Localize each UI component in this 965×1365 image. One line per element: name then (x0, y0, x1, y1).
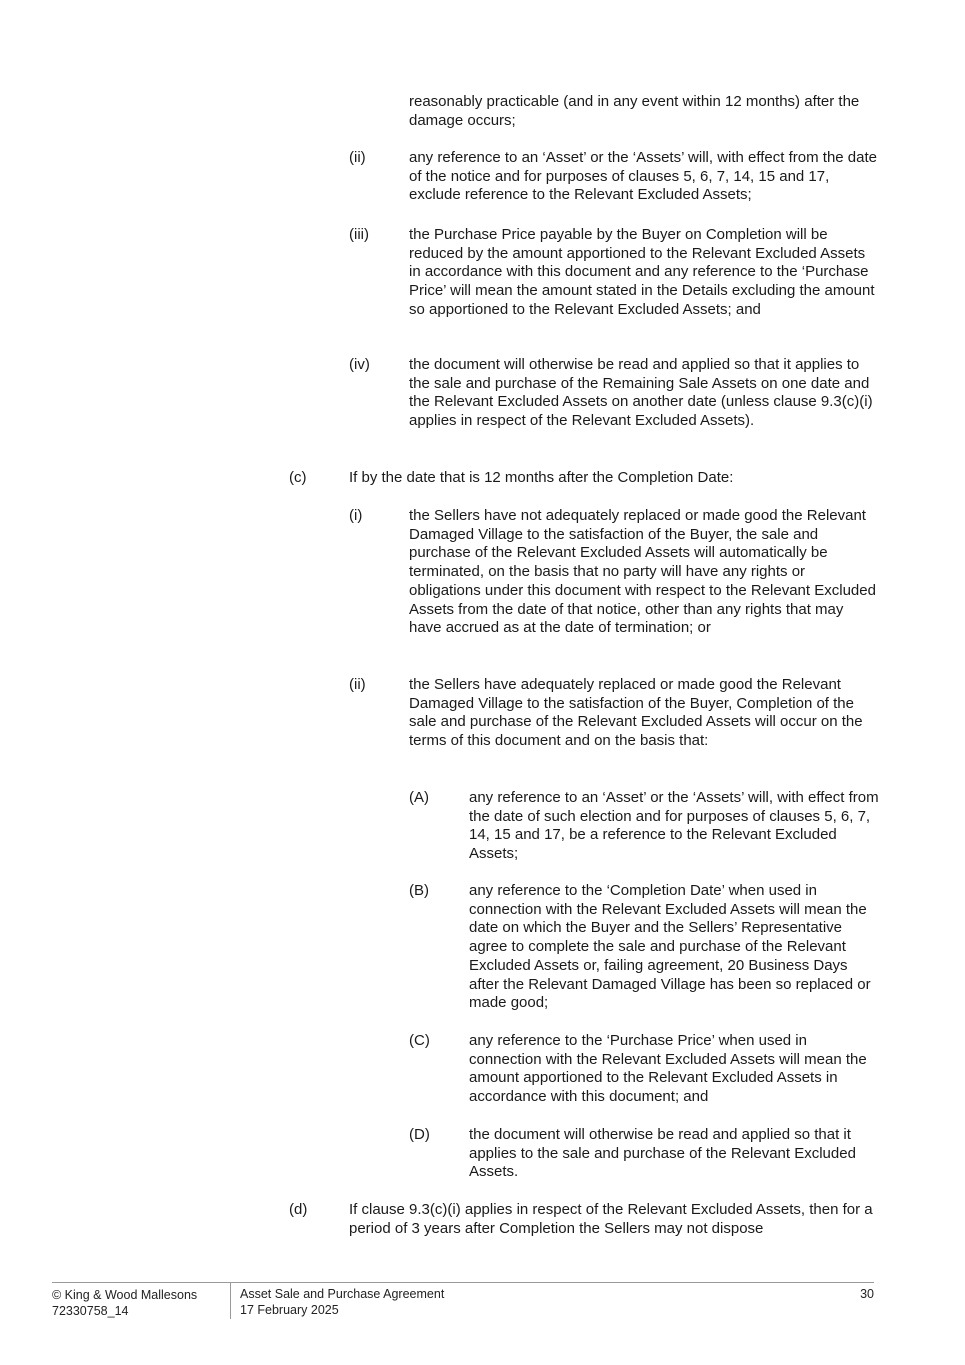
clause-b-iii-text: the Purchase Price payable by the Buyer on Completion will be reduced by the amount apportioned to the Relevant Excluded Assets in accordance with this document and any reference to the ‘Purchase Price’ will mean the amount stated in the Details excluding the amount so apportioned to the Relevant Excluded Assets; and (409, 226, 875, 318)
footer-doc-title: Asset Sale and Purchase Agreement (240, 1287, 445, 1301)
clause-b-ii-text: any reference to an ‘Asset’ or the ‘Assets’ will, with effect from the date of the notice and for purposes of clauses 5, 6, 7, 14, 15 and 17, exclude reference to the Relevant Excluded Assets; (409, 149, 877, 204)
footer-column-divider (230, 1283, 231, 1319)
clause-c-label: (c) (289, 469, 307, 486)
clause-d-text: If clause 9.3(c)(i) applies in respect of the Relevant Excluded Assets, then for a period of 3 years after Completion the Sellers may not dispose (349, 1201, 873, 1237)
clause-d-label: (d) (289, 1201, 308, 1218)
clause-c-ii-text: the Sellers have adequately replaced or made good the Relevant Damaged Village to the satisfaction of the Buyer, Completion of the sale and purchase of the Relevant Excluded Assets will occur on the terms of this document and on the basis that: (409, 676, 863, 750)
clause-B-text: any reference to the ‘Completion Date’ when used in connection with the Relevant Excluded Assets will mean the date on which the Buyer and the Sellers’ Representative agree to complete the sale and purchase of the Relevant Excluded Assets or, failing agreement, 20 Business Days after the Relevant Damaged Village has been so replaced or made good; (469, 882, 871, 1012)
clause-c-i-text: the Sellers have not adequately replaced or made good the Relevant Damaged Village to the satisfaction of the Buyer, the sale and purchase of the Relevant Excluded Assets will automatically be terminated, on the basis that no party will have any rights or obligations under this document with respect to the Relevant Excluded Assets from the date of that notice, other than any rights that may have accrued as at the date of termination; or (409, 507, 876, 637)
clause-b-iv-label: (iv) (349, 356, 370, 373)
clause-C-label: (C) (409, 1032, 430, 1049)
clause-b-ii-label: (ii) (349, 149, 366, 166)
clause-A-text: any reference to an ‘Asset’ or the ‘Assets’ will, with effect from the date of such election and for purposes of clauses 5, 6, 7, 14, 15 and 17, be a reference to the Relevant Excluded Assets; (469, 789, 879, 863)
footer-divider (52, 1282, 874, 1283)
clause-b-iv-text: the document will otherwise be read and applied so that it applies to the sale and purchase of the Remaining Sale Assets on one date and the Relevant Excluded Assets on another date (unless clause 9.3(c)(i) applies in respect of the Relevant Excluded Assets). (409, 356, 873, 430)
clause-c-text: If by the date that is 12 months after the Completion Date: (349, 469, 734, 486)
clause-D-text: the document will otherwise be read and applied so that it applies to the sale and purchase of the Relevant Excluded Assets. (469, 1126, 856, 1181)
footer-doc-date: 17 February 2025 (240, 1303, 339, 1317)
clause-D-label: (D) (409, 1126, 430, 1143)
footer-page-number: 30 (860, 1287, 874, 1301)
clause-b-iii-label: (iii) (349, 226, 369, 243)
clause-C-text: any reference to the ‘Purchase Price’ when used in connection with the Relevant Excluded Assets will mean the amount apportioned to the Relevant Excluded Assets in accordance with this document; and (469, 1032, 867, 1106)
footer-firm: © King & Wood Mallesons (52, 1288, 198, 1302)
clause-B-label: (B) (409, 882, 429, 899)
clause-b-continuation: reasonably practicable (and in any event within 12 months) after the damage occurs; (409, 93, 860, 129)
clause-c-ii-label: (ii) (349, 676, 366, 693)
footer-doc-number: 72330758_14 (52, 1304, 129, 1318)
clause-A-label: (A) (409, 789, 429, 806)
clause-c-i-label: (i) (349, 507, 363, 524)
